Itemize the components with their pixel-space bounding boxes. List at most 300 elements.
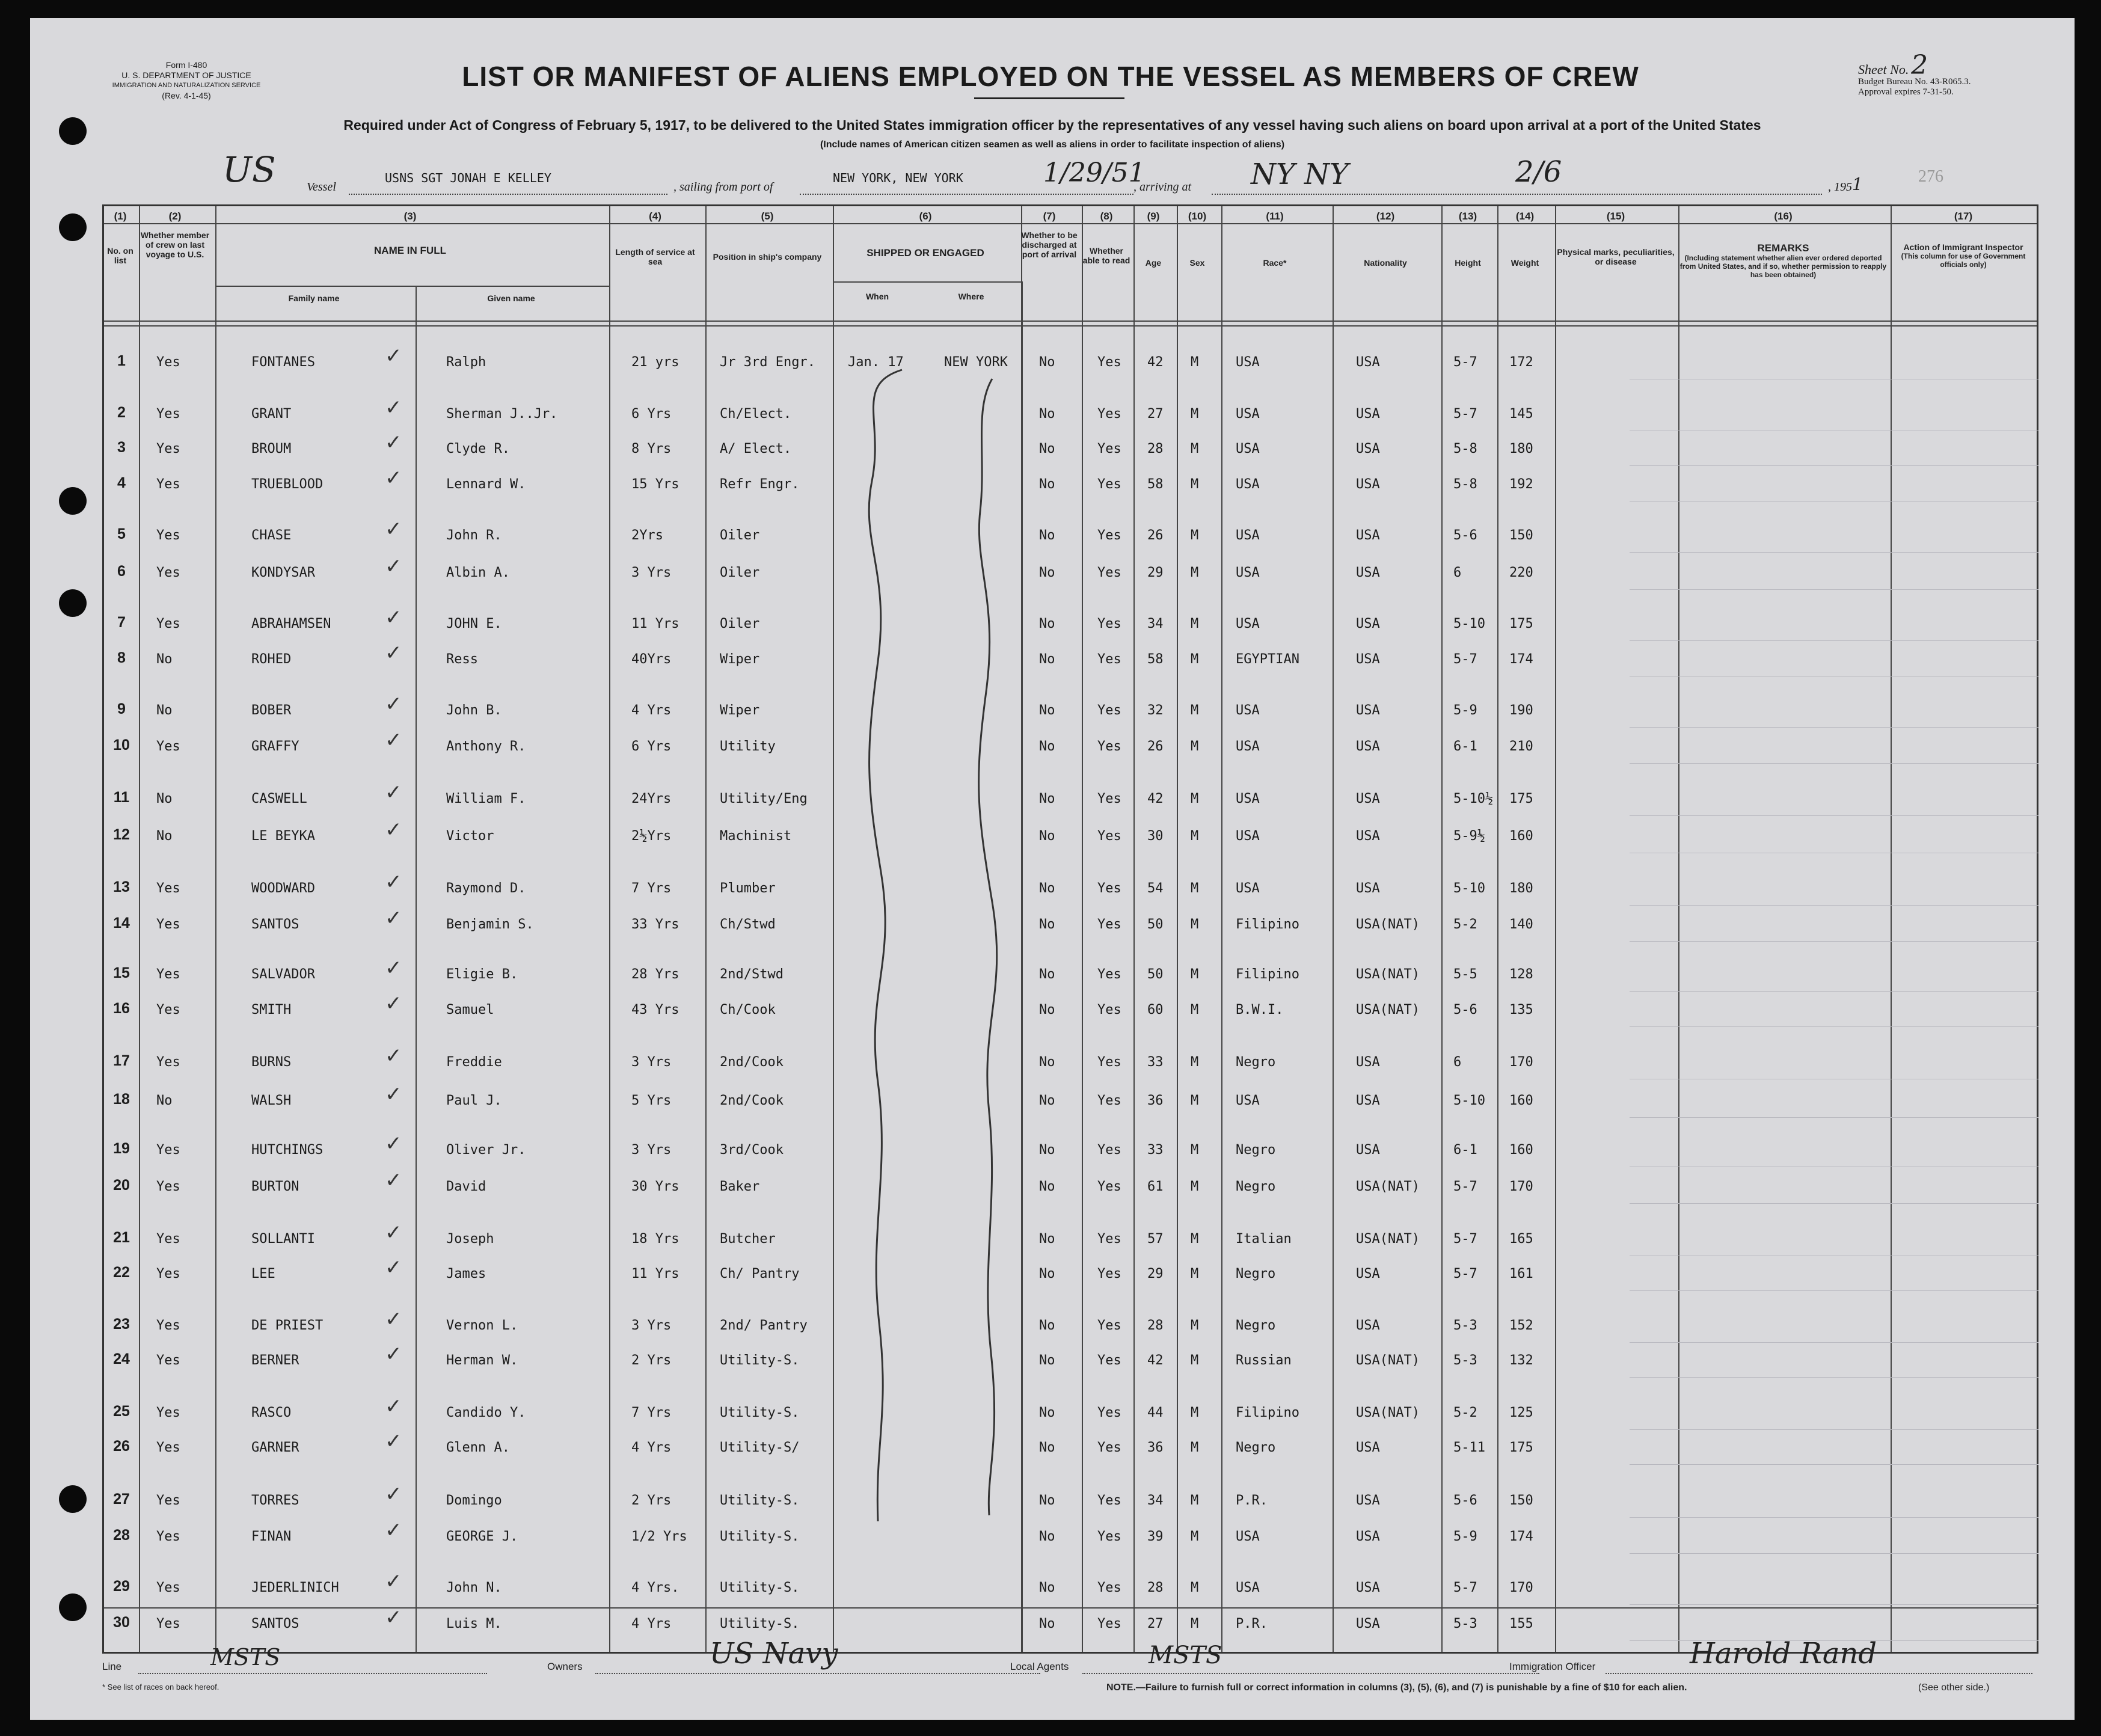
- cell-disch: No: [1039, 406, 1055, 422]
- check-mark-icon: ✓: [385, 1429, 402, 1453]
- cell-weight: 180: [1509, 441, 1533, 456]
- cell-service: 7 Yrs: [631, 1405, 672, 1420]
- cell-height: 5-10: [1453, 1093, 1485, 1108]
- cell-given: JOHN E.: [446, 616, 502, 631]
- cell-family: HUTCHINGS: [251, 1143, 324, 1158]
- check-mark-icon: ✓: [385, 1394, 402, 1419]
- cell-nat: USA(NAT): [1356, 1353, 1420, 1368]
- cell-weight: 170: [1509, 1179, 1533, 1194]
- cell-position: Utility-S.: [720, 1353, 800, 1368]
- cell-position: Machinist: [720, 829, 792, 844]
- given-name-header: Given name: [487, 293, 535, 303]
- sheet-label: Sheet No.: [1858, 62, 1909, 77]
- cell-age: 29: [1147, 565, 1164, 580]
- cell-height: 6-1: [1453, 1143, 1477, 1158]
- check-mark-icon: ✓: [385, 1518, 402, 1542]
- cell-service: 7 Yrs: [631, 881, 672, 896]
- cell-weight: 160: [1509, 829, 1533, 844]
- cell-race: USA: [1236, 739, 1260, 754]
- col-13-header: (13) Height: [1455, 210, 1481, 268]
- cell-last: No: [156, 703, 173, 718]
- cell-race: B.W.I.: [1236, 1002, 1284, 1017]
- cell-last: Yes: [156, 441, 180, 456]
- cell-disch: No: [1039, 1529, 1055, 1544]
- check-mark-icon: ✓: [385, 1132, 402, 1156]
- cell-nat: USA: [1356, 703, 1380, 718]
- cell-race: Russian: [1236, 1353, 1292, 1368]
- cell-weight: 170: [1509, 1055, 1533, 1070]
- cell-weight: 174: [1509, 652, 1533, 667]
- cell-weight: 210: [1509, 739, 1533, 754]
- cell-disch: No: [1039, 477, 1055, 492]
- cell-read: Yes: [1097, 406, 1121, 422]
- cell-read: Yes: [1097, 1440, 1121, 1455]
- penalty-note: NOTE.—Failure to furnish full or correct information in columns (3), (5), (6), and (7) is punishable by a fine of $10 for each alien.: [1106, 1682, 1687, 1693]
- cell-given: Eligie B.: [446, 967, 518, 982]
- cell-race: P.R.: [1236, 1493, 1268, 1508]
- col-8-header: (8) Whether able to read: [1082, 210, 1130, 265]
- cell-last: Yes: [156, 1143, 180, 1158]
- cell-read: Yes: [1097, 1616, 1121, 1631]
- check-mark-icon: ✓: [385, 1168, 402, 1192]
- cell-weight: 165: [1509, 1231, 1533, 1247]
- cell-sex: M: [1191, 917, 1199, 932]
- col-1-header: (1) No. on list: [107, 210, 133, 265]
- cell-nat: USA: [1356, 1440, 1380, 1455]
- row-number: 3: [117, 439, 126, 456]
- cell-sex: M: [1191, 967, 1199, 982]
- cell-race: USA: [1236, 1529, 1260, 1544]
- cell-given: Anthony R.: [446, 739, 526, 754]
- cell-nat: USA: [1356, 528, 1380, 543]
- cell-disch: No: [1039, 1440, 1055, 1455]
- cell-read: Yes: [1097, 1093, 1121, 1108]
- cell-age: 36: [1147, 1440, 1164, 1455]
- vessel-name: USNS SGT JONAH E KELLEY: [385, 171, 551, 185]
- cell-sex: M: [1191, 1493, 1199, 1508]
- cell-disch: No: [1039, 1616, 1055, 1631]
- cell-last: Yes: [156, 917, 180, 932]
- col-3-header: (3) NAME IN FULL: [374, 210, 446, 256]
- officer-signature: Harold Rand: [1690, 1637, 1877, 1670]
- where-header: Where: [958, 292, 984, 301]
- cell-weight: 150: [1509, 1493, 1533, 1508]
- races-note: * See list of races on back hereof.: [102, 1682, 219, 1692]
- cell-sex: M: [1191, 739, 1199, 754]
- cell-service: 11 Yrs: [631, 1266, 679, 1281]
- cell-read: Yes: [1097, 1318, 1121, 1333]
- cell-nat: USA: [1356, 1093, 1380, 1108]
- cell-sex: M: [1191, 881, 1199, 896]
- cell-read: Yes: [1097, 652, 1121, 667]
- row-number: 30: [113, 1614, 130, 1631]
- cell-race: USA: [1236, 703, 1260, 718]
- cell-nat: USA(NAT): [1356, 1179, 1420, 1194]
- cell-weight: 145: [1509, 406, 1533, 422]
- cell-service: 4 Yrs.: [631, 1580, 679, 1595]
- cell-position: Refr Engr.: [720, 477, 800, 492]
- cell-nat: USA: [1356, 441, 1380, 456]
- cell-disch: No: [1039, 967, 1055, 982]
- cell-service: 21 yrs: [631, 355, 679, 370]
- cell-sex: M: [1191, 1440, 1199, 1455]
- cell-race: USA: [1236, 565, 1260, 580]
- check-mark-icon: ✓: [385, 431, 402, 455]
- cell-service: 4 Yrs: [631, 1616, 672, 1631]
- cell-last: Yes: [156, 1055, 180, 1070]
- cell-position: 2nd/Cook: [720, 1055, 784, 1070]
- cell-read: Yes: [1097, 829, 1121, 844]
- cell-position: Ch/ Pantry: [720, 1266, 800, 1281]
- row-number: 22: [113, 1264, 130, 1281]
- agents-label: Local Agents: [1010, 1661, 1069, 1672]
- cell-family: CASWELL: [251, 791, 307, 806]
- cell-disch: No: [1039, 917, 1055, 932]
- cell-height: 5-10: [1453, 616, 1485, 631]
- cell-read: Yes: [1097, 477, 1121, 492]
- cell-nat: USA: [1356, 829, 1380, 844]
- cell-nat: USA: [1356, 1055, 1380, 1070]
- cell-family: BERNER: [251, 1353, 299, 1368]
- cell-given: Freddie: [446, 1055, 502, 1070]
- cell-sex: M: [1191, 703, 1199, 718]
- cell-sex: M: [1191, 528, 1199, 543]
- cell-position: Oiler: [720, 565, 760, 580]
- cell-service: 5 Yrs: [631, 1093, 672, 1108]
- check-mark-icon: ✓: [385, 992, 402, 1016]
- cell-last: Yes: [156, 1405, 180, 1420]
- cell-given: GEORGE J.: [446, 1529, 518, 1544]
- cell-service: 18 Yrs: [631, 1231, 679, 1247]
- sailing-label: , sailing from port of: [673, 180, 773, 194]
- cell-read: Yes: [1097, 1529, 1121, 1544]
- cell-height: 5-9: [1453, 703, 1477, 718]
- cell-weight: 175: [1509, 1440, 1533, 1455]
- cell-weight: 140: [1509, 917, 1533, 932]
- cell-sex: M: [1191, 406, 1199, 422]
- row-number: 28: [113, 1527, 130, 1544]
- cell-race: USA: [1236, 616, 1260, 631]
- cell-last: Yes: [156, 477, 180, 492]
- cell-position: Wiper: [720, 703, 760, 718]
- cell-position: Plumber: [720, 881, 776, 896]
- cell-weight: 175: [1509, 791, 1533, 806]
- document-title: LIST OR MANIFEST OF ALIENS EMPLOYED ON THE VESSEL AS MEMBERS OF CREW: [462, 61, 1639, 92]
- check-mark-icon: ✓: [385, 1606, 402, 1630]
- cell-position: Oiler: [720, 616, 760, 631]
- cell-last: Yes: [156, 355, 180, 370]
- cell-position: Utility/Eng: [720, 791, 808, 806]
- cell-race: EGYPTIAN: [1236, 652, 1299, 667]
- cell-last: Yes: [156, 881, 180, 896]
- cell-read: Yes: [1097, 917, 1121, 932]
- col-9-header: (9) Age: [1145, 210, 1162, 268]
- cell-service: 3 Yrs: [631, 565, 672, 580]
- cell-position: 2nd/ Pantry: [720, 1318, 808, 1333]
- check-mark-icon: ✓: [385, 517, 402, 541]
- cell-last: Yes: [156, 1353, 180, 1368]
- requirement-text: Required under Act of Congress of February 5, 1917, to be delivered to the United States immigration officer by the representatives of any vessel having such aliens on board upon arrival at a port of the United States: [343, 117, 1761, 133]
- cell-service: 1/2 Yrs: [631, 1529, 687, 1544]
- cell-weight: 160: [1509, 1143, 1533, 1158]
- cell-given: Victor: [446, 829, 494, 844]
- cell-nat: USA: [1356, 616, 1380, 631]
- row-number: 5: [117, 526, 126, 542]
- cell-family: WOODWARD: [251, 881, 315, 896]
- family-name-header: Family name: [288, 293, 340, 303]
- cell-read: Yes: [1097, 616, 1121, 631]
- line-label: Line: [102, 1661, 122, 1672]
- cell-nat: USA(NAT): [1356, 1405, 1420, 1420]
- cell-read: Yes: [1097, 1580, 1121, 1595]
- cell-last: Yes: [156, 528, 180, 543]
- cell-disch: No: [1039, 355, 1055, 370]
- cell-height: 5-6: [1453, 528, 1477, 543]
- cell-family: ROHED: [251, 652, 292, 667]
- cell-disch: No: [1039, 652, 1055, 667]
- cell-age: 33: [1147, 1055, 1164, 1070]
- row-number: 4: [117, 474, 126, 491]
- sailing-port: NEW YORK, NEW YORK: [833, 171, 963, 185]
- cell-last: Yes: [156, 1440, 180, 1455]
- arriving-label: , arriving at: [1133, 180, 1192, 194]
- cell-race: USA: [1236, 406, 1260, 422]
- cell-weight: 180: [1509, 881, 1533, 896]
- cell-sex: M: [1191, 616, 1199, 631]
- cell-service: 33 Yrs: [631, 917, 679, 932]
- cell-last: No: [156, 829, 173, 844]
- row-number: 15: [113, 965, 130, 981]
- cell-service: 2Yrs: [631, 528, 663, 543]
- cell-family: BURNS: [251, 1055, 292, 1070]
- stamp-number: 276: [1918, 167, 1943, 186]
- cell-service: 3 Yrs: [631, 1055, 672, 1070]
- owners-value: US Navy: [710, 1637, 838, 1670]
- cell-nat: USA: [1356, 791, 1380, 806]
- cell-position: Utility-S.: [720, 1616, 800, 1631]
- cell-read: Yes: [1097, 1002, 1121, 1017]
- row-number: 24: [113, 1351, 130, 1367]
- cell-nat: USA: [1356, 477, 1380, 492]
- cell-disch: No: [1039, 703, 1055, 718]
- row-number: 16: [113, 1000, 130, 1017]
- budget-line: Budget Bureau No. 43-R065.3.: [1858, 77, 1971, 87]
- check-mark-icon: ✓: [385, 781, 402, 805]
- cell-disch: No: [1039, 441, 1055, 456]
- cell-race: USA: [1236, 791, 1260, 806]
- cell-disch: No: [1039, 1231, 1055, 1247]
- cell-race: Negro: [1236, 1266, 1276, 1281]
- cell-weight: 132: [1509, 1353, 1533, 1368]
- cell-given: Ralph: [446, 355, 486, 370]
- cell-height: 5-2: [1453, 1405, 1477, 1420]
- cell-disch: No: [1039, 1266, 1055, 1281]
- cell-disch: No: [1039, 881, 1055, 896]
- cell-read: Yes: [1097, 1353, 1121, 1368]
- cell-given: John N.: [446, 1580, 502, 1595]
- cell-age: 42: [1147, 1353, 1164, 1368]
- cell-given: James: [446, 1266, 486, 1281]
- cell-position: Utility-S.: [720, 1405, 800, 1420]
- cell-given: Samuel: [446, 1002, 494, 1017]
- cell-given: Herman W.: [446, 1353, 518, 1368]
- row-number: 29: [113, 1578, 130, 1595]
- cell-race: Negro: [1236, 1318, 1276, 1333]
- cell-family: DE PRIEST: [251, 1318, 324, 1333]
- cell-height: 5-3: [1453, 1353, 1477, 1368]
- cell-read: Yes: [1097, 1405, 1121, 1420]
- cell-nat: USA: [1356, 406, 1380, 422]
- cell-age: 44: [1147, 1405, 1164, 1420]
- cell-service: 4 Yrs: [631, 703, 672, 718]
- cell-nat: USA: [1356, 1616, 1380, 1631]
- cell-last: Yes: [156, 1580, 180, 1595]
- cell-height: 6-1: [1453, 739, 1477, 754]
- row-number: 6: [117, 563, 126, 580]
- cell-height: 6: [1453, 565, 1462, 580]
- col-10-header: (10) Sex: [1188, 210, 1207, 268]
- cell-family: SOLLANTI: [251, 1231, 315, 1247]
- line-dotline: [138, 1673, 487, 1674]
- arrival-date: 2/6: [1515, 155, 1562, 189]
- cell-nat: USA: [1356, 881, 1380, 896]
- cell-age: 26: [1147, 528, 1164, 543]
- cell-disch: No: [1039, 565, 1055, 580]
- cell-read: Yes: [1097, 703, 1121, 718]
- col-12-header: (12) Nationality: [1364, 210, 1407, 268]
- cell-last: Yes: [156, 1318, 180, 1333]
- cell-age: 33: [1147, 1143, 1164, 1158]
- cell-family: GARNER: [251, 1440, 299, 1455]
- cell-nat: USA: [1356, 739, 1380, 754]
- cell-sex: M: [1191, 441, 1199, 456]
- cell-sex: M: [1191, 1405, 1199, 1420]
- cell-race: USA: [1236, 477, 1260, 492]
- cell-height: 5-11: [1453, 1440, 1485, 1455]
- owners-dotline: [595, 1673, 1040, 1674]
- cell-weight: 161: [1509, 1266, 1533, 1281]
- year-label: , 195: [1828, 180, 1852, 194]
- cell-height: 5-7: [1453, 355, 1477, 370]
- sailing-date: 1/29/51: [1043, 158, 1146, 188]
- cell-weight: 152: [1509, 1318, 1533, 1333]
- cell-sex: M: [1191, 1529, 1199, 1544]
- cell-race: Italian: [1236, 1231, 1292, 1247]
- cell-family: FONTANES: [251, 355, 315, 370]
- check-mark-icon: ✓: [385, 728, 402, 752]
- cell-height: 5-7: [1453, 1580, 1477, 1595]
- cell-age: 61: [1147, 1179, 1164, 1194]
- cell-age: 50: [1147, 967, 1164, 982]
- check-mark-icon: ✓: [385, 606, 402, 630]
- cell-sex: M: [1191, 1616, 1199, 1631]
- cell-age: 58: [1147, 477, 1164, 492]
- cell-age: 58: [1147, 652, 1164, 667]
- cell-read: Yes: [1097, 1179, 1121, 1194]
- cell-family: LE BEYKA: [251, 829, 315, 844]
- cell-given: Oliver Jr.: [446, 1143, 526, 1158]
- cell-given: Joseph: [446, 1231, 494, 1247]
- cell-read: Yes: [1097, 565, 1121, 580]
- cell-height: 5-7: [1453, 652, 1477, 667]
- col-17-header: (17) Action of Immigrant Inspector (This column for use of Government officials only): [1901, 210, 2026, 269]
- row-number: 23: [113, 1316, 130, 1333]
- col-5-header: (5) Position in ship's company: [713, 210, 822, 262]
- cell-height: 5-9: [1453, 1529, 1477, 1544]
- cell-disch: No: [1039, 1405, 1055, 1420]
- cell-given: Sherman J..Jr.: [446, 406, 558, 422]
- row-number: 18: [113, 1091, 130, 1108]
- cell-family: SALVADOR: [251, 967, 315, 982]
- cell-height: 5-8: [1453, 477, 1477, 492]
- sheet-number: 2: [1911, 50, 1928, 81]
- col-7-header: (7) Whether to be discharged at port of arrival: [1021, 210, 1078, 259]
- cell-nat: USA: [1356, 1580, 1380, 1595]
- col-2-header: (2) Whether member of crew on last voyage to U.S.: [140, 210, 210, 259]
- cell-disch: No: [1039, 1353, 1055, 1368]
- cell-read: Yes: [1097, 967, 1121, 982]
- cell-sex: M: [1191, 791, 1199, 806]
- cell-nat: USA: [1356, 355, 1380, 370]
- cell-nat: USA(NAT): [1356, 1231, 1420, 1247]
- col-14-header: (14) Weight: [1511, 210, 1539, 268]
- cell-position: Utility-S.: [720, 1580, 800, 1595]
- cell-weight: 160: [1509, 1093, 1533, 1108]
- cell-disch: No: [1039, 739, 1055, 754]
- cell-sex: M: [1191, 477, 1199, 492]
- check-mark-icon: ✓: [385, 1082, 402, 1106]
- cell-nat: USA(NAT): [1356, 1002, 1420, 1017]
- cell-read: Yes: [1097, 528, 1121, 543]
- cell-race: USA: [1236, 881, 1260, 896]
- cell-race: USA: [1236, 1093, 1260, 1108]
- cell-race: Filipino: [1236, 1405, 1299, 1420]
- cell-height: 5-9½: [1453, 829, 1485, 844]
- row-number: 21: [113, 1229, 130, 1246]
- cell-given: Benjamin S.: [446, 917, 534, 932]
- cell-height: 5-10½: [1453, 791, 1494, 806]
- check-mark-icon: ✓: [385, 1569, 402, 1593]
- cell-service: 8 Yrs: [631, 441, 672, 456]
- cell-disch: No: [1039, 1580, 1055, 1595]
- cell-nat: USA: [1356, 1143, 1380, 1158]
- cell-height: 5-7: [1453, 1231, 1477, 1247]
- cell-sex: M: [1191, 1580, 1199, 1595]
- cell-given: David: [446, 1179, 486, 1194]
- cell-position: Jr 3rd Engr.: [720, 355, 815, 370]
- revision: (Rev. 4-1-45): [162, 91, 211, 100]
- cell-read: Yes: [1097, 441, 1121, 456]
- cell-family: FINAN: [251, 1529, 292, 1544]
- cell-family: KONDYSAR: [251, 565, 315, 580]
- col-16-header: (16) REMARKS (Including statement whether alien ever ordered deported from United States, and if so, whether permission to reapply has been obtained): [1679, 210, 1887, 279]
- cell-height: 5-8: [1453, 441, 1477, 456]
- row-number: 8: [117, 649, 126, 666]
- cell-service: 30 Yrs: [631, 1179, 679, 1194]
- cell-last: Yes: [156, 739, 180, 754]
- cell-position: Butcher: [720, 1231, 776, 1247]
- cell-sex: M: [1191, 355, 1199, 370]
- cell-service: 2 Yrs: [631, 1493, 672, 1508]
- cell-read: Yes: [1097, 791, 1121, 806]
- cell-service: 6 Yrs: [631, 406, 672, 422]
- line-value: MSTS: [210, 1644, 281, 1670]
- cell-position: 3rd/Cook: [720, 1143, 784, 1158]
- cell-race: USA: [1236, 441, 1260, 456]
- cell-given: Ress: [446, 652, 478, 667]
- cell-nat: USA: [1356, 1493, 1380, 1508]
- cell-last: Yes: [156, 406, 180, 422]
